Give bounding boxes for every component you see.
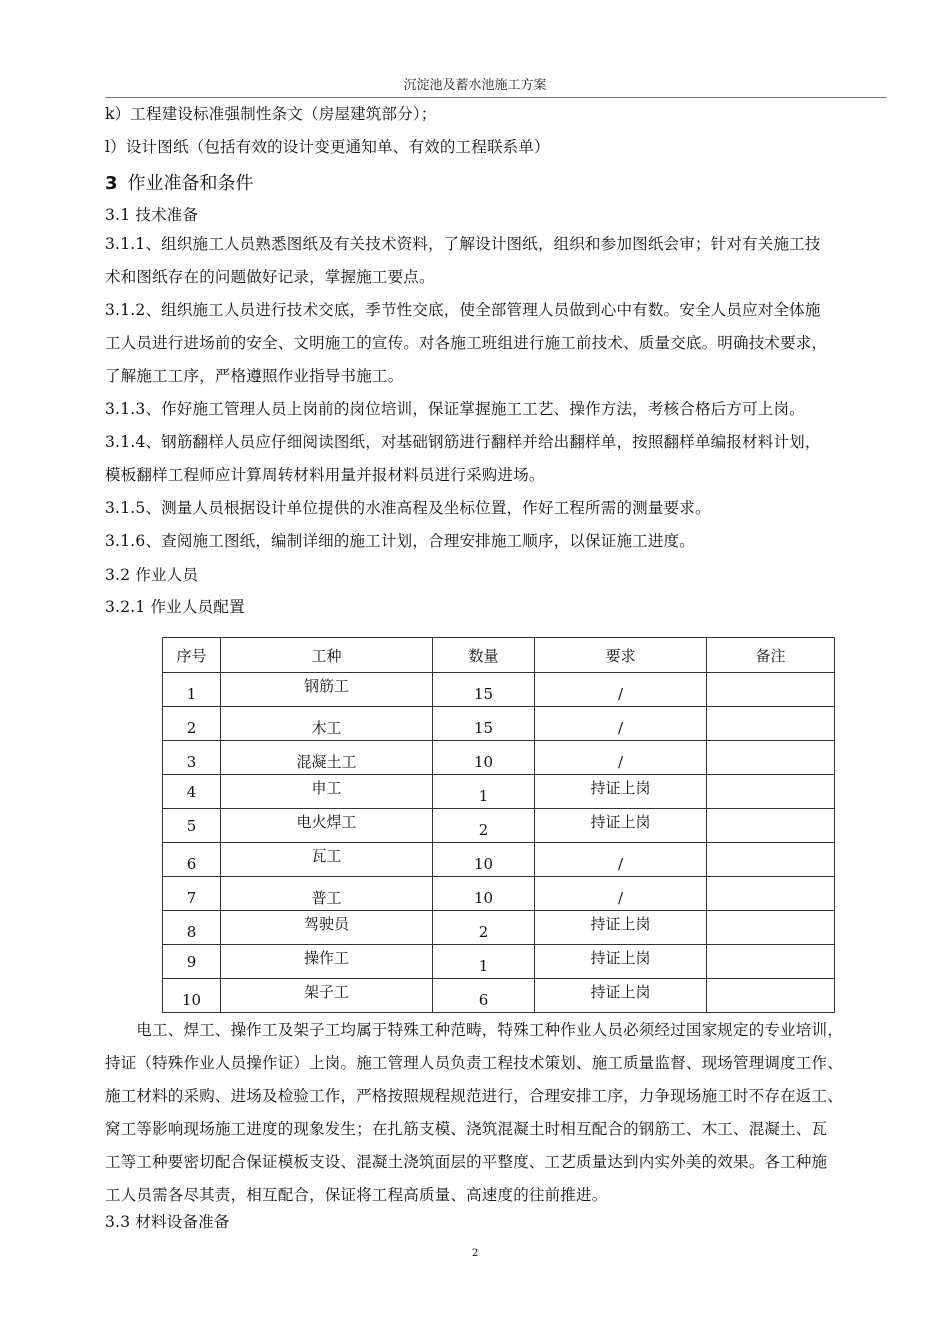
subheading-3-2-1: 3.2.1 作业人员配置 (105, 598, 245, 616)
cell-index: 9 (186, 952, 197, 971)
cell-index: 8 (186, 922, 197, 941)
table-row (163, 809, 835, 843)
cell-index: 1 (186, 684, 197, 703)
section-number: 3 (105, 173, 118, 194)
cell-remark (707, 945, 835, 979)
cell-trade: 电火焊工 (296, 813, 357, 831)
item-line: 3.1.2、组织施工人员进行技术交底，季节性交底，使全部管理人员做到心中有数。安全人员应对全体施 (105, 301, 821, 319)
cell-trade: 钢筋工 (303, 677, 349, 695)
tech-prep-items (105, 228, 887, 558)
page-header-title: 沉淀池及蓄水池施工方案 (403, 78, 547, 93)
subheading-3-3: 3.3 材料设备准备 (105, 1213, 230, 1231)
page-number: 2 (471, 1248, 479, 1259)
cell-requirement: 持证上岗 (590, 779, 651, 797)
paragraph-line: 施工材料的采购、进场及检验工作，严格按照规程规范进行，合理安排工序，力争现场施工时不存在返工、 (105, 1087, 843, 1105)
intro-line-k: k）工程建设标准强制性条文（房屋建筑部分）； (105, 105, 437, 123)
item-line: 3.1.5、测量人员根据设计单位提供的水准高程及坐标位置，作好工程所需的测量要求。 (105, 499, 711, 517)
cell-count: 1 (478, 956, 489, 975)
header-rule (105, 97, 887, 98)
paragraph-line: 工等工种要密切配合保证模板支设、混凝土浇筑面层的平整度、工艺质量达到内实外美的效果。各工种施 (105, 1153, 828, 1171)
table-row (163, 843, 835, 877)
item-line: 3.1.3、作好施工管理人员上岗前的岗位培训，保证掌握施工工艺、操作方法，考核合格后方可上岗。 (105, 400, 805, 418)
cell-count: 1 (478, 786, 489, 805)
col-header: 序号 (163, 638, 221, 673)
cell-trade: 瓦工 (311, 847, 342, 865)
cell-count: 15 (473, 718, 494, 737)
staffing-paragraph (105, 1014, 887, 1212)
cell-index: 7 (186, 888, 197, 907)
paragraph-line: 持证（特殊作业人员操作证）上岗。施工管理人员负责工程技术策划、施工质量监督、现场管理调度工作、 (105, 1054, 843, 1072)
cell-remark (707, 775, 835, 809)
cell-index: 5 (186, 816, 197, 835)
cell-index: 3 (186, 752, 197, 771)
item-line: 工人员进行进场前的安全、文明施工的宣传。对各施工班组进行施工前技术、质量交底。明确技术要求， (105, 334, 828, 352)
col-header: 要求 (535, 638, 707, 673)
table-row (163, 775, 835, 809)
table-row (163, 979, 835, 1013)
section-heading (105, 169, 254, 195)
paragraph-line: 窝工等影响现场施工进度的现象发生；在扎筋支模、浇筑混凝土时相互配合的钢筋工、木工、混凝土、瓦 (105, 1120, 828, 1138)
cell-count: 10 (473, 752, 494, 771)
cell-remark (707, 809, 835, 843)
intro-line-l: l）设计图纸（包括有效的设计变更通知单、有效的工程联系单） (105, 138, 550, 156)
table-row (163, 945, 835, 979)
table-row (163, 911, 835, 945)
paragraph-line: 电工、焊工、操作工及架子工均属于特殊工种范畴，特殊工种作业人员必须经过国家规定的专业培训， (105, 1021, 843, 1039)
item-line: 3.1.1、组织施工人员熟悉图纸及有关技术资料，了解设计图纸，组织和参加图纸会审；针对有关施工技 (105, 235, 821, 253)
cell-count: 2 (478, 820, 489, 839)
table-header-row (163, 638, 835, 673)
subheading-3-1: 3.1 技术准备 (105, 206, 199, 224)
cell-requirement: 持证上岗 (590, 983, 651, 1001)
cell-remark (707, 979, 835, 1013)
cell-remark (707, 877, 835, 911)
cell-trade: 操作工 (303, 949, 349, 967)
cell-remark (707, 673, 835, 707)
col-header: 工种 (221, 638, 433, 673)
cell-remark (707, 707, 835, 741)
cell-trade: 申工 (311, 779, 342, 797)
cell-count: 10 (473, 854, 494, 873)
cell-remark (707, 741, 835, 775)
section-title: 作业准备和条件 (127, 173, 254, 194)
item-line: 了解施工工序，严格遵照作业指导书施工。 (105, 367, 404, 385)
table-row (163, 673, 835, 707)
cell-count: 2 (478, 922, 489, 941)
table-row (163, 877, 835, 911)
cell-requirement: / (617, 752, 624, 771)
cell-trade: 木工 (311, 719, 342, 737)
cell-remark (707, 911, 835, 945)
cell-requirement: 持证上岗 (590, 949, 651, 967)
cell-trade: 混凝土工 (296, 753, 357, 771)
cell-count: 6 (478, 990, 489, 1009)
subheading-3-2: 3.2 作业人员 (105, 566, 199, 584)
cell-requirement: / (617, 888, 624, 907)
item-line: 模板翻样工程师应计算周转材料用量并报材料员进行采购进场。 (105, 466, 545, 484)
cell-requirement: 持证上岗 (590, 915, 651, 933)
cell-requirement: / (617, 718, 624, 737)
table-row (163, 741, 835, 775)
cell-index: 4 (186, 782, 197, 801)
col-header: 数量 (433, 638, 535, 673)
cell-count: 15 (473, 684, 494, 703)
item-line: 术和图纸存在的问题做好记录，掌握施工要点。 (105, 268, 435, 286)
item-line: 3.1.4、钢筋翻样人员应仔细阅读图纸，对基础钢筋进行翻样并给出翻样单，按照翻样单编报材料计划， (105, 433, 821, 451)
cell-trade: 架子工 (303, 983, 349, 1001)
cell-index: 10 (181, 990, 202, 1009)
cell-requirement: / (617, 684, 624, 703)
paragraph-line: 工人员需各尽其责，相互配合，保证将工程高质量、高速度的往前推进。 (105, 1186, 608, 1204)
cell-remark (707, 843, 835, 877)
cell-count: 10 (473, 888, 494, 907)
cell-index: 6 (186, 854, 197, 873)
cell-requirement: / (617, 854, 624, 873)
cell-trade: 普工 (311, 889, 342, 907)
col-header: 备注 (707, 638, 835, 673)
cell-requirement: 持证上岗 (590, 813, 651, 831)
table-row (163, 707, 835, 741)
item-line: 3.1.6、查阅施工图纸，编制详细的施工计划，合理安排施工顺序，以保证施工进度。 (105, 532, 695, 550)
cell-index: 2 (186, 718, 197, 737)
crew-table (162, 637, 835, 1013)
cell-trade: 驾驶员 (303, 915, 349, 933)
